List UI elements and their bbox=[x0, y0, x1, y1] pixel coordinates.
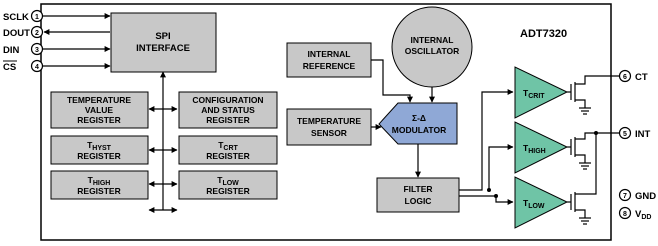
svg-text:VALUE: VALUE bbox=[84, 105, 114, 115]
chip-name: ADT7320 bbox=[520, 28, 568, 40]
svg-text:SPI: SPI bbox=[155, 31, 171, 42]
pin-int-label: INT bbox=[635, 129, 651, 140]
svg-text:REGISTER: REGISTER bbox=[206, 151, 250, 161]
junction-filter-a bbox=[487, 188, 491, 192]
filter-to-low bbox=[459, 196, 513, 202]
temperature-value-register bbox=[51, 92, 148, 128]
pin-din-label: DIN bbox=[3, 45, 20, 56]
svg-text:MODULATOR: MODULATOR bbox=[391, 125, 447, 135]
pin-sclk bbox=[3, 11, 43, 24]
svg-text:REGISTER: REGISTER bbox=[77, 151, 121, 161]
svg-text:TLOW: $T_{LOW}$ bbox=[523, 198, 545, 210]
svg-text:TLOW: $T_{LOW}$ bbox=[217, 175, 239, 187]
tcrt-register bbox=[179, 136, 277, 164]
spi-interface-block bbox=[111, 13, 216, 72]
svg-text:REGISTER: REGISTER bbox=[77, 186, 121, 196]
svg-text:THIGH: $T_{HIGH}$ bbox=[87, 175, 111, 187]
thyst-register bbox=[51, 136, 148, 164]
pin-ct-number: 6 bbox=[623, 74, 627, 81]
svg-text:THYST: $T_{HYST}$ bbox=[87, 140, 111, 152]
high-output-transistor bbox=[567, 133, 620, 169]
sigma-delta-modulator-block bbox=[379, 103, 457, 144]
config-status-register bbox=[179, 92, 277, 128]
pin-cs-label: CS bbox=[3, 62, 17, 73]
pin-gnd-number: 7 bbox=[623, 193, 627, 200]
comparator-tcrit bbox=[515, 67, 567, 118]
pin-dout bbox=[3, 27, 43, 40]
pin-din bbox=[3, 44, 43, 57]
filter-to-crit bbox=[459, 92, 513, 190]
pin-din-number: 3 bbox=[35, 47, 39, 54]
pin-ct-label: CT bbox=[635, 72, 648, 83]
svg-text:INTERFACE: INTERFACE bbox=[136, 43, 190, 54]
svg-text:LOGIC: LOGIC bbox=[404, 196, 432, 206]
svg-text:Σ-Δ: Σ-Δ bbox=[411, 113, 427, 123]
pin-sclk-label: SCLK bbox=[3, 12, 29, 23]
svg-text:AND STATUS: AND STATUS bbox=[201, 105, 255, 115]
svg-text:TEMPERATURE: TEMPERATURE bbox=[296, 116, 362, 126]
comparator-thigh bbox=[515, 122, 567, 173]
pin-gnd-label: GND bbox=[635, 191, 657, 202]
svg-text:FILTER: FILTER bbox=[403, 184, 433, 194]
pin-sclk-number: 1 bbox=[35, 14, 39, 21]
thigh-register bbox=[51, 171, 148, 199]
junction-int bbox=[594, 131, 598, 135]
pin-cs-number: 4 bbox=[35, 64, 39, 71]
filter-logic-block bbox=[377, 178, 459, 212]
internal-oscillator-block bbox=[392, 7, 472, 87]
pin-vdd-label: $V_{DD}$ bbox=[635, 209, 652, 221]
svg-text:INTERNAL: INTERNAL bbox=[307, 49, 351, 59]
pin-gnd bbox=[620, 190, 657, 203]
pin-dout-number: 2 bbox=[35, 30, 39, 37]
pin-vdd bbox=[620, 208, 652, 222]
svg-text:TCRIT: $T_{CRIT}$ bbox=[523, 88, 545, 100]
pin-dout-label: DOUT bbox=[3, 28, 30, 39]
pin-cs bbox=[3, 61, 43, 74]
comparator-tlow bbox=[515, 177, 567, 228]
svg-text:SENSOR: SENSOR bbox=[311, 128, 347, 138]
temperature-sensor-block bbox=[287, 109, 371, 145]
svg-text:REGISTER: REGISTER bbox=[206, 115, 250, 125]
pin-int-number: 5 bbox=[623, 131, 627, 138]
internal-reference-block bbox=[287, 43, 371, 77]
svg-text:REGISTER: REGISTER bbox=[77, 115, 121, 125]
ct-output-transistor bbox=[567, 76, 620, 114]
junction-filter-b bbox=[494, 194, 498, 198]
svg-text:TEMPERATURE: TEMPERATURE bbox=[66, 95, 132, 105]
svg-text:INTERNAL: INTERNAL bbox=[410, 35, 454, 45]
svg-text:TCRT: $T_{CRT}$ bbox=[218, 140, 238, 152]
pin-int bbox=[620, 128, 651, 141]
svg-text:THIGH: $T_{HIGH}$ bbox=[523, 143, 546, 155]
pin-ct bbox=[620, 71, 648, 84]
pin-vdd-number: 8 bbox=[623, 211, 627, 218]
filter-to-high bbox=[489, 147, 513, 190]
tlow-register bbox=[179, 171, 277, 199]
svg-text:REFERENCE: REFERENCE bbox=[302, 61, 356, 71]
svg-text:CONFIGURATION: CONFIGURATION bbox=[192, 95, 264, 105]
svg-text:OSCILLATOR: OSCILLATOR bbox=[404, 46, 460, 56]
svg-text:REGISTER: REGISTER bbox=[206, 186, 250, 196]
